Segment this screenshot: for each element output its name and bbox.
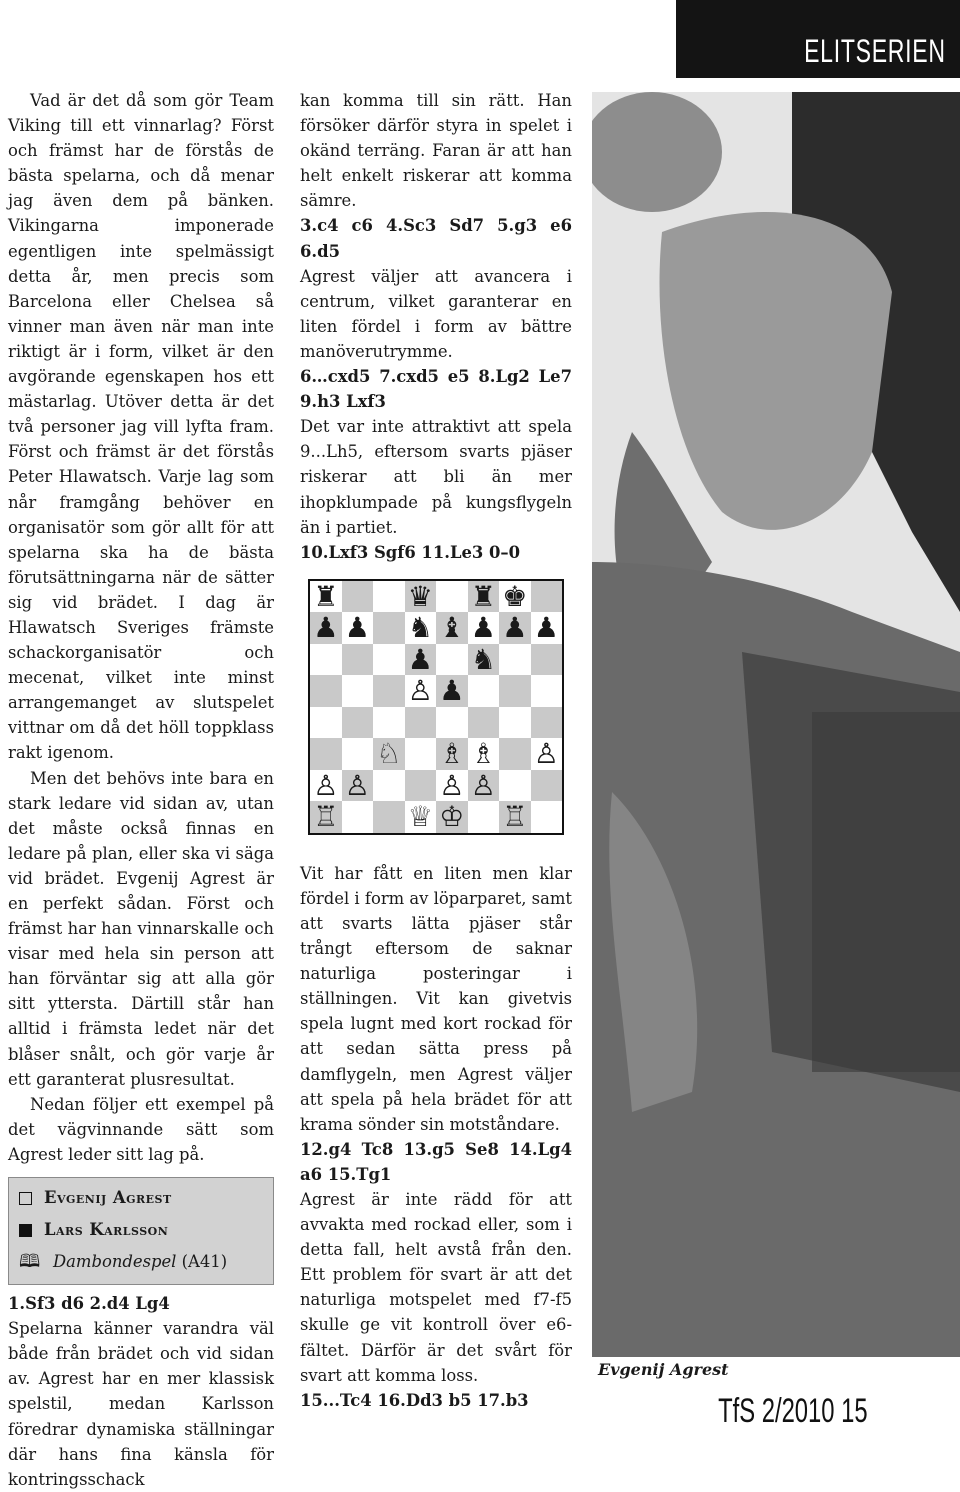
board-square xyxy=(531,675,563,707)
board-square: ♖ xyxy=(310,801,342,833)
board-square: ♖ xyxy=(499,801,531,833)
opening-eco: (A41) xyxy=(181,1252,228,1272)
board-square xyxy=(342,675,374,707)
paragraph: Vit har fått en liten men klar fördel i form av löparparet, samt att svarts lätta pjäser står trångt eftersom de saknar naturliga posteringar i ställningen. Vit kan givetvis spela lugnt med kort rockad för att sedan sätta press på damflygeln, men Agrest väljer att spela på hela brädet för att krama sönder sin motståndare. xyxy=(300,863,572,1134)
game-moves: 3.c4 c6 4.Sc3 Sd7 5.g3 e6 6.d5 xyxy=(300,216,572,261)
board-square xyxy=(373,612,405,644)
board-square: ♝ xyxy=(436,612,468,644)
board-square xyxy=(373,675,405,707)
board-square: ♟ xyxy=(405,644,437,676)
board-square xyxy=(342,581,374,613)
chess-diagram xyxy=(308,579,564,835)
board-square: ♚ xyxy=(499,581,531,613)
photo-caption: Evgenij Agrest xyxy=(598,1360,729,1379)
board-square xyxy=(468,675,500,707)
board-square xyxy=(405,770,437,802)
board-square xyxy=(499,738,531,770)
board-square xyxy=(531,707,563,739)
board-square xyxy=(468,707,500,739)
board-square xyxy=(468,801,500,833)
board-square xyxy=(499,707,531,739)
game-moves: 10.Lxf3 Sgf6 11.Le3 0–0 xyxy=(300,542,521,562)
board-square: ♗ xyxy=(436,738,468,770)
game-moves: 6…cxd5 7.cxd5 e5 8.Lg2 Le7 9.h3 Lxf3 xyxy=(300,367,572,412)
board-square: ♟ xyxy=(436,675,468,707)
board-square xyxy=(531,801,563,833)
board-square: ♙ xyxy=(531,738,563,770)
board-square xyxy=(342,644,374,676)
paragraph: Agrest är inte rädd för att avvakta med rockad eller, som i detta fall, helt avstå från den. Ett problem för svart är att det naturliga motspelet med f7-f5 skulle ge vit kontroll över e6-fältet. Därför är det svårt för svart att komma loss. xyxy=(300,1190,572,1385)
board-square: ♙ xyxy=(436,770,468,802)
book-icon: 🕮 xyxy=(19,1251,41,1273)
white-player-row xyxy=(19,1182,263,1214)
board-square xyxy=(310,707,342,739)
board-square xyxy=(342,738,374,770)
paragraph: Vad är det då som gör Team Viking till ett vinnarlag? Först och främst har de förstås de bästa spelarna, och då menar jag även dem på bänken. Vikingarna imponerade egentligen inte spelmässigt detta år, men precis som Barcelona eller Chelsea så vinner man även när man inte riktigt är i form, vilket är den avgörande egenskapen hos ett mästarlag. Utöver detta är det två personer jag vill lyfta fram. Först och främst är det förstås Peter Hlawatsch. Varje lag som når framgång behöver en organisatör som gör allt för att spelarna ska ha de bästa förutsättningarna när de sätter sig vid brädet. I dag är Hlawatsch Sveriges främste schackorganisatör och mecenat, vilket inte minst arrangemanget av slutspelet vittnar om då det höll toppklass rakt igenom. xyxy=(8,91,274,763)
board-square: ♟ xyxy=(499,612,531,644)
white-player: Evgenij Agrest xyxy=(44,1188,172,1208)
board-square: ♙ xyxy=(342,770,374,802)
board-square: ♜ xyxy=(468,581,500,613)
board-square xyxy=(373,801,405,833)
board-square xyxy=(436,581,468,613)
board-square xyxy=(373,644,405,676)
game-info-box xyxy=(8,1177,274,1285)
board-square: ♕ xyxy=(405,801,437,833)
left-column xyxy=(8,88,274,1492)
board-square: ♗ xyxy=(468,738,500,770)
board-square xyxy=(531,770,563,802)
black-player: Lars Karlsson xyxy=(44,1220,169,1240)
opening-name: Dambondespel xyxy=(53,1252,177,1272)
black-player-row xyxy=(19,1214,263,1246)
board-square: ♙ xyxy=(405,675,437,707)
board-square: ♟ xyxy=(531,612,563,644)
board-square: ♟ xyxy=(468,612,500,644)
board-square: ♙ xyxy=(310,770,342,802)
paragraph: Men det behövs inte bara en stark ledare vid sidan av, utan det måste också finnas en ledare på plan, eller ska vi säga vid brädet. Evgenij Agrest är en perfekt sådan. Först och främst har han vinnarskalle och visar med hela sin person att han förväntar sig att alla gör sitt yttersta. Därtill står han alltid i främsta ledet när det blåser snålt, och gör varje år ett garanterat plusresultat. xyxy=(8,768,274,1089)
opening-row xyxy=(19,1246,263,1278)
board-square xyxy=(436,644,468,676)
white-square-icon xyxy=(19,1192,32,1205)
board-square xyxy=(405,707,437,739)
paragraph: Nedan följer ett exempel på det vägvinnande sätt som Agrest leder sitt lag på. xyxy=(8,1094,274,1164)
board-square xyxy=(499,644,531,676)
board-square xyxy=(373,770,405,802)
board-square xyxy=(499,675,531,707)
middle-column xyxy=(300,88,572,1413)
board-square xyxy=(373,581,405,613)
paragraph: Agrest väljer att avancera i centrum, vilket garanterar en liten fördel i form av bättre manöverutrymme. xyxy=(300,266,572,361)
board-square xyxy=(342,801,374,833)
board-square: ♟ xyxy=(310,612,342,644)
game-moves: 15...Tc4 16.Dd3 b5 17.b3 xyxy=(300,1390,529,1410)
page-footer: TfS 2/2010 15 xyxy=(718,1392,868,1430)
board-square xyxy=(310,644,342,676)
board-square: ♟ xyxy=(342,612,374,644)
board-square xyxy=(373,707,405,739)
board-square xyxy=(499,770,531,802)
section-header-tab xyxy=(676,0,960,78)
board-square xyxy=(310,675,342,707)
board-square xyxy=(310,738,342,770)
board-square xyxy=(342,707,374,739)
board-square xyxy=(436,707,468,739)
board-square xyxy=(531,644,563,676)
board-square: ♞ xyxy=(468,644,500,676)
board-square: ♘ xyxy=(373,738,405,770)
black-square-icon xyxy=(19,1224,32,1237)
board-square: ♞ xyxy=(405,612,437,644)
paragraph: Det var inte attraktivt att spela 9...Lh5, eftersom svarts pjäser riskerar att bli än mer ihopklumpade på kungsflygeln än i partiet. xyxy=(300,417,572,537)
board-square: ♔ xyxy=(436,801,468,833)
board-square xyxy=(405,738,437,770)
game-moves: 12.g4 Tc8 13.g5 Se8 14.Lg4 a6 15.Tg1 xyxy=(300,1139,572,1184)
board-square: ♜ xyxy=(310,581,342,613)
photo-silhouette xyxy=(592,92,960,1357)
section-title: ELITSERIEN xyxy=(804,33,946,69)
board-square: ♛ xyxy=(405,581,437,613)
paragraph: kan komma till sin rätt. Han försöker därför styra in spelet i okänd terräng. Faran är att han helt enkelt riskerar att komma sämre. xyxy=(300,91,572,211)
paragraph: Spelarna känner varandra väl både från brädet och vid sidan av. Agrest har en mer klassisk spelstil, medan Karlsson föredrar dynamiska ställningar där hans fina känsla för kontringsschack xyxy=(8,1319,274,1489)
game-moves: 1.Sf3 d6 2.d4 Lg4 xyxy=(8,1294,170,1314)
player-photo xyxy=(592,92,960,1357)
board-square: ♙ xyxy=(468,770,500,802)
board-square xyxy=(531,581,563,613)
